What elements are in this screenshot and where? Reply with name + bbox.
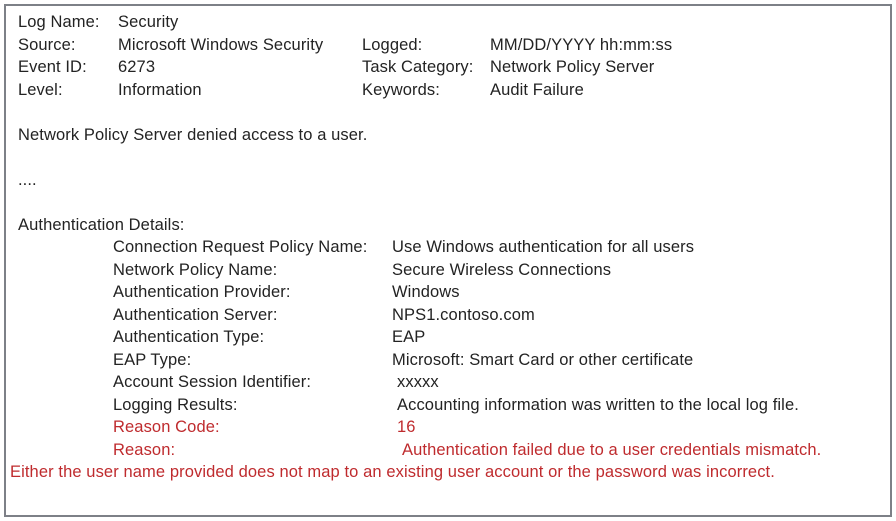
detail-value: Windows <box>392 283 460 301</box>
detail-label: Logging Results: <box>113 395 238 414</box>
detail-row-logging-results <box>18 394 880 417</box>
header-row-event-id <box>18 56 880 79</box>
detail-row-network-policy-name <box>18 259 880 282</box>
event-id-value: 6273 <box>118 58 156 76</box>
task-category-label: Task Category: <box>362 58 474 76</box>
detail-value: Authentication failed due to a user credentials mismatch. <box>402 440 822 459</box>
detail-label: Authentication Type: <box>113 328 265 346</box>
detail-label: Authentication Server: <box>113 305 278 324</box>
log-name-value: Security <box>118 13 179 31</box>
section-title-authentication-details: Authentication Details: <box>18 215 185 234</box>
detail-label: Network Policy Name: <box>113 260 278 279</box>
header-label-2 <box>362 11 490 34</box>
detail-value: Secure Wireless Connections <box>392 260 612 279</box>
source-value: Microsoft Windows Security <box>118 35 324 54</box>
task-category-value: Network Policy Server <box>490 58 655 76</box>
event-id-label: Event ID: <box>18 58 87 76</box>
detail-value: 16 <box>397 418 416 436</box>
header-row-level <box>18 79 880 102</box>
detail-value: Use Windows authentication for all users <box>392 238 695 256</box>
detail-label: Authentication Provider: <box>113 283 291 301</box>
detail-label: Reason: <box>113 440 176 459</box>
detail-value: NPS1.contoso.com <box>392 305 535 324</box>
detail-label: Connection Request Policy Name: <box>113 238 368 256</box>
detail-row-reason-code <box>18 416 880 439</box>
spacer <box>18 146 880 169</box>
event-description: Network Policy Server denied access to a user. <box>18 125 368 144</box>
ellipsis-line: .... <box>18 170 37 189</box>
logged-label: Logged: <box>362 35 423 54</box>
footer-note: Either the user name provided does not map to an existing user account or the password was incorrect. <box>10 463 775 481</box>
level-label: Level: <box>18 80 63 99</box>
detail-value: Microsoft: Smart Card or other certificate <box>392 350 694 369</box>
level-value: Information <box>118 80 202 99</box>
detail-row-authentication-type <box>18 326 880 349</box>
detail-value: EAP <box>392 328 426 346</box>
detail-value: xxxxx <box>397 373 439 391</box>
header-row-log-name <box>18 11 880 34</box>
detail-value: Accounting information was written to the local log file. <box>397 395 799 414</box>
detail-row-authentication-server <box>18 304 880 327</box>
logged-value: MM/DD/YYYY hh:mm:ss <box>490 35 673 54</box>
spacer <box>18 191 880 214</box>
keywords-value: Audit Failure <box>490 80 584 99</box>
detail-label: EAP Type: <box>113 350 192 369</box>
detail-row-account-session-identifier <box>18 371 880 394</box>
detail-row-authentication-provider <box>18 281 880 304</box>
detail-row-reason <box>18 439 880 462</box>
detail-label: Account Session Identifier: <box>113 373 312 391</box>
event-log-panel <box>4 4 892 517</box>
source-label: Source: <box>18 35 76 54</box>
detail-row-connection-request-policy <box>18 236 880 259</box>
event-log-content <box>6 6 890 484</box>
spacer <box>18 101 880 124</box>
detail-label: Reason Code: <box>113 418 220 436</box>
keywords-label: Keywords: <box>362 80 440 99</box>
detail-row-eap-type <box>18 349 880 372</box>
header-row-source <box>18 34 880 57</box>
log-name-label: Log Name: <box>18 13 100 31</box>
